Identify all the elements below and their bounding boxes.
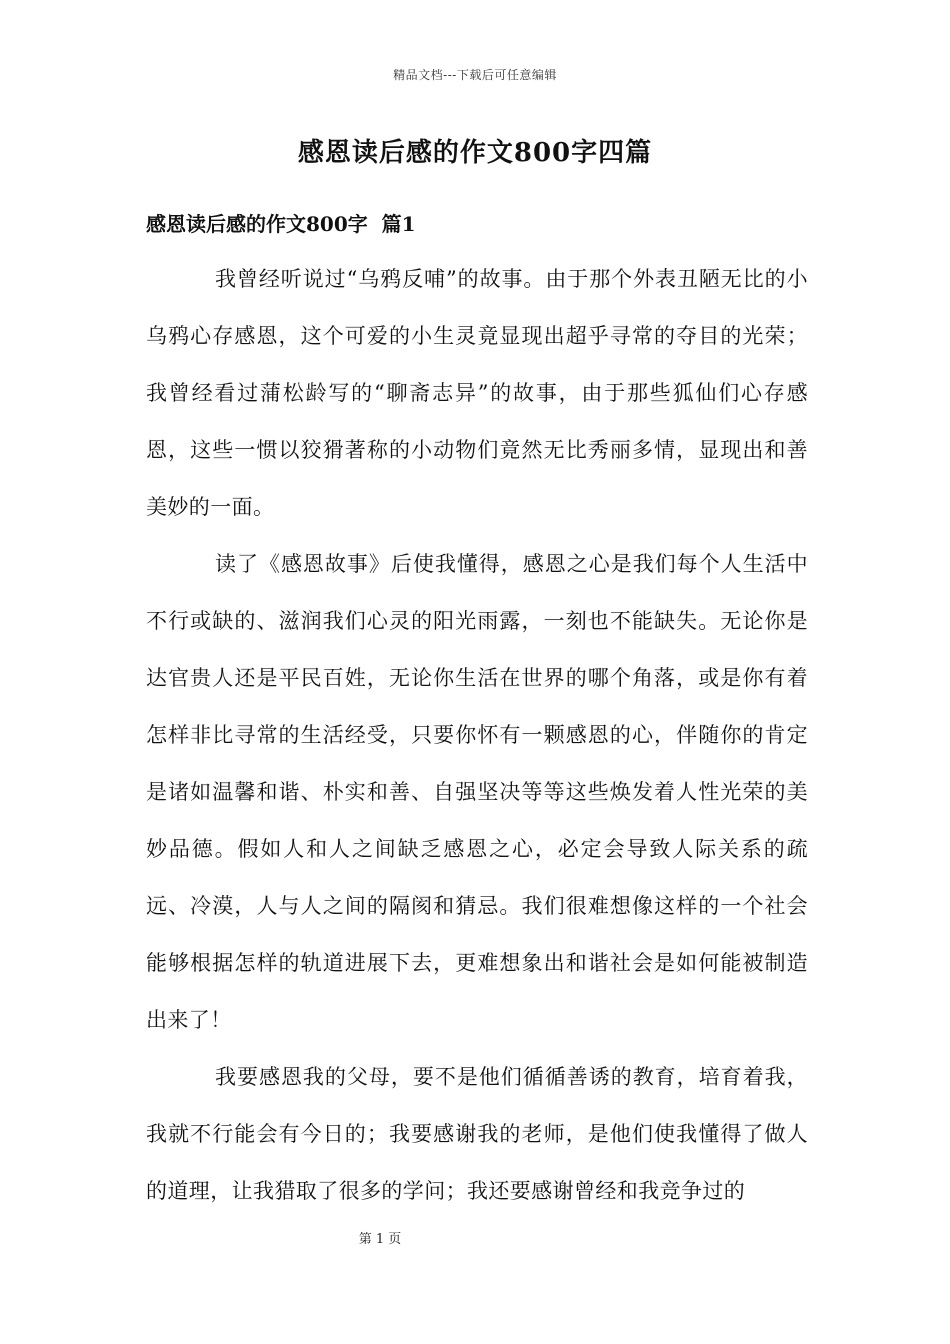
header-note: 精品文档---下载后可任意编辑 — [393, 68, 557, 82]
paragraph-3: 我要感恩我的父母，要不是他们循循善诱的教育，培育着我，我就不行能会有今日的；我要感谢我的老师，是他们使我懂得了做人的道理，让我猎取了很多的学问；我还要感谢曾经和我竞争过的 — [146, 1065, 808, 1203]
page-number: 第 1 页 — [358, 1232, 402, 1247]
paragraph-1: 我曾经听说过“乌鸦反哺”的故事。由于那个外表丑陋无比的小乌鸦心存感恩，这个可爱的小生灵竟显现出超乎寻常的夺目的光荣；我曾经看过蒲松龄写的“聊斋志异”的故事，由于那些狐仙们心存感恩，这些一惯以狡猾著称的小动物们竟然无比秀丽多情，显现出和善美妙的一面。 — [146, 267, 808, 519]
body-text — [146, 251, 808, 1220]
document-title: 感恩读后感的作文800字四篇 — [297, 138, 653, 168]
section-heading: 感恩读后感的作文800字 篇1 — [146, 212, 416, 236]
paragraph-2: 读了《感恩故事》后使我懂得，感恩之心是我们每个人生活中不行或缺的、滋润我们心灵的阳光雨露，一刻也不能缺失。无论你是达官贵人还是平民百姓，无论你生活在世界的哪个角落，或是你有着怎样非比寻常的生活经受，只要你怀有一颗感恩的心，伴随你的肯定是诸如温馨和谐、朴实和善、自强坚决等等这些焕发着人性光荣的美妙品德。假如人和人之间缺乏感恩之心，必定会导致人际关系的疏远、冷漠，人与人之间的隔阂和猜忌。我们很难想像这样的一个社会能够根据怎样的轨道进展下去，更难想象出和谐社会是如何能被制造出来了！ — [146, 552, 808, 1032]
